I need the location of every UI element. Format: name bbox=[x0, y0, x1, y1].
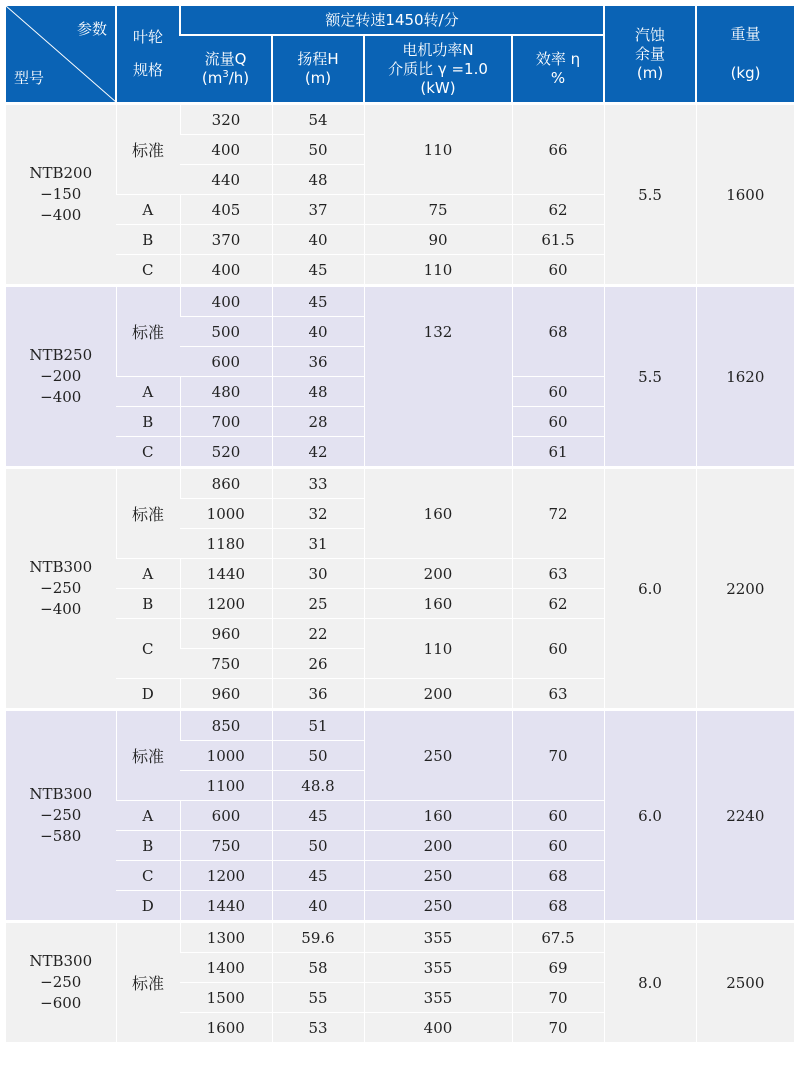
table-header bbox=[6, 6, 794, 104]
head-cell: 30 bbox=[272, 559, 364, 589]
head-cell: 40 bbox=[272, 317, 364, 347]
npsh-cell: 5.5 bbox=[604, 104, 696, 286]
header-flow-line2: $(m^3/h)$ bbox=[201, 69, 250, 88]
header-rated-speed: 额定转速1450转/分 bbox=[180, 6, 604, 35]
npsh-cell: 6.0 bbox=[604, 710, 696, 922]
power-cell: 160 bbox=[364, 801, 512, 831]
power-cell: 200 bbox=[364, 831, 512, 861]
flow-cell: 1000 bbox=[180, 499, 272, 529]
flow-cell: 500 bbox=[180, 317, 272, 347]
efficiency-cell: 70 bbox=[512, 1013, 604, 1043]
head-cell: 36 bbox=[272, 347, 364, 377]
flow-cell: 1180 bbox=[180, 529, 272, 559]
efficiency-cell: 60 bbox=[512, 407, 604, 437]
head-cell: 48 bbox=[272, 377, 364, 407]
flow-cell: 400 bbox=[180, 286, 272, 317]
npsh-cell: 6.0 bbox=[604, 468, 696, 710]
head-cell: 37 bbox=[272, 195, 364, 225]
weight-cell: 1620 bbox=[696, 286, 794, 468]
flow-cell: 520 bbox=[180, 437, 272, 468]
flow-cell: 320 bbox=[180, 104, 272, 135]
flow-cell: 750 bbox=[180, 649, 272, 679]
flow-cell: 1440 bbox=[180, 891, 272, 922]
flow-cell: 440 bbox=[180, 165, 272, 195]
impeller-cell: 标准 bbox=[116, 710, 180, 801]
head-cell: 51 bbox=[272, 710, 364, 741]
header-power-line1: 电机功率N bbox=[402, 40, 474, 59]
head-cell: 45 bbox=[272, 861, 364, 891]
npsh-cell: 5.5 bbox=[604, 286, 696, 468]
power-cell: 400 bbox=[364, 1013, 512, 1043]
impeller-cell: C bbox=[116, 437, 180, 468]
table-row bbox=[6, 468, 794, 499]
model-group-ntb300-250-580 bbox=[6, 710, 794, 922]
efficiency-cell: 60 bbox=[512, 831, 604, 861]
impeller-cell: C bbox=[116, 861, 180, 891]
head-cell: 26 bbox=[272, 649, 364, 679]
flow-cell: 1200 bbox=[180, 589, 272, 619]
flow-cell: 960 bbox=[180, 619, 272, 649]
head-cell: 28 bbox=[272, 407, 364, 437]
weight-cell: 2200 bbox=[696, 468, 794, 710]
model-cell: NTB250 −200 −400 bbox=[6, 286, 116, 468]
table-row bbox=[6, 922, 794, 953]
flow-cell: 480 bbox=[180, 377, 272, 407]
header-impeller bbox=[116, 6, 180, 104]
flow-cell: 1200 bbox=[180, 861, 272, 891]
head-cell: 48 bbox=[272, 165, 364, 195]
head-cell: 59.6 bbox=[272, 922, 364, 953]
power-cell: 110 bbox=[364, 104, 512, 195]
efficiency-cell: 70 bbox=[512, 710, 604, 801]
efficiency-cell: 66 bbox=[512, 104, 604, 195]
power-cell: 355 bbox=[364, 953, 512, 983]
efficiency-cell: 60 bbox=[512, 801, 604, 831]
flow-cell: 1000 bbox=[180, 741, 272, 771]
head-cell: 22 bbox=[272, 619, 364, 649]
model-group-ntb250-200-400 bbox=[6, 286, 794, 468]
flow-cell: 1100 bbox=[180, 771, 272, 801]
flow-cell: 1300 bbox=[180, 922, 272, 953]
table-row bbox=[6, 710, 794, 741]
head-cell: 42 bbox=[272, 437, 364, 468]
head-cell: 25 bbox=[272, 589, 364, 619]
head-cell: 45 bbox=[272, 255, 364, 286]
impeller-cell: B bbox=[116, 407, 180, 437]
impeller-cell: D bbox=[116, 679, 180, 710]
efficiency-cell: 68 bbox=[512, 286, 604, 377]
efficiency-cell: 61 bbox=[512, 437, 604, 468]
flow-cell: 1600 bbox=[180, 1013, 272, 1043]
efficiency-cell: 63 bbox=[512, 559, 604, 589]
flow-cell: 405 bbox=[180, 195, 272, 225]
head-cell: 36 bbox=[272, 679, 364, 710]
power-cell: 90 bbox=[364, 225, 512, 255]
table-row bbox=[6, 104, 794, 135]
flow-cell: 960 bbox=[180, 679, 272, 710]
impeller-cell: A bbox=[116, 801, 180, 831]
head-cell: 50 bbox=[272, 831, 364, 861]
power-cell: 250 bbox=[364, 710, 512, 801]
npsh-cell: 8.0 bbox=[604, 922, 696, 1043]
model-cell: NTB300 −250 −600 bbox=[6, 922, 116, 1043]
pump-spec-table bbox=[6, 6, 794, 1043]
impeller-cell: B bbox=[116, 225, 180, 255]
head-cell: 40 bbox=[272, 225, 364, 255]
impeller-cell: A bbox=[116, 377, 180, 407]
efficiency-cell: 61.5 bbox=[512, 225, 604, 255]
impeller-cell: A bbox=[116, 195, 180, 225]
model-cell: NTB300 −250 −580 bbox=[6, 710, 116, 922]
impeller-cell: D bbox=[116, 891, 180, 922]
head-cell: 55 bbox=[272, 983, 364, 1013]
efficiency-cell: 68 bbox=[512, 891, 604, 922]
impeller-cell: B bbox=[116, 589, 180, 619]
efficiency-cell: 62 bbox=[512, 589, 604, 619]
flow-cell: 400 bbox=[180, 135, 272, 165]
impeller-cell: B bbox=[116, 831, 180, 861]
efficiency-cell: 69 bbox=[512, 953, 604, 983]
efficiency-cell: 70 bbox=[512, 983, 604, 1013]
weight-cell: 2500 bbox=[696, 922, 794, 1043]
efficiency-cell: 62 bbox=[512, 195, 604, 225]
header-weight bbox=[696, 6, 794, 104]
header-impeller-line1: 叶轮 bbox=[132, 28, 163, 46]
head-cell: 54 bbox=[272, 104, 364, 135]
header-npsh bbox=[604, 6, 696, 104]
head-cell: 31 bbox=[272, 529, 364, 559]
header-npsh-line1: 汽蚀 bbox=[635, 25, 666, 44]
model-group-ntb300-250-400 bbox=[6, 468, 794, 710]
header-efficiency bbox=[512, 35, 604, 103]
header-npsh-line3: (m) bbox=[636, 63, 664, 82]
impeller-cell: C bbox=[116, 255, 180, 286]
header-power-line3: (kW) bbox=[420, 78, 456, 97]
head-cell: 50 bbox=[272, 135, 364, 165]
power-cell: 160 bbox=[364, 589, 512, 619]
header-power bbox=[364, 35, 512, 103]
efficiency-cell: 68 bbox=[512, 861, 604, 891]
header-efficiency-line1: 效率 η bbox=[535, 50, 581, 69]
efficiency-cell: 67.5 bbox=[512, 922, 604, 953]
power-cell: 200 bbox=[364, 559, 512, 589]
model-cell: NTB200 −150 −400 bbox=[6, 104, 116, 286]
header-power-line2: 介质比 γ =1.0 bbox=[388, 59, 488, 78]
head-cell: 58 bbox=[272, 953, 364, 983]
head-cell: 53 bbox=[272, 1013, 364, 1043]
power-cell: 110 bbox=[364, 619, 512, 679]
efficiency-cell: 72 bbox=[512, 468, 604, 559]
impeller-cell: A bbox=[116, 559, 180, 589]
flow-cell: 1400 bbox=[180, 953, 272, 983]
head-cell: 48.8 bbox=[272, 771, 364, 801]
model-group-ntb300-250-600 bbox=[6, 922, 794, 1043]
power-cell: 132 bbox=[364, 286, 512, 468]
header-head-line1: 扬程H bbox=[297, 50, 339, 69]
impeller-cell: 标准 bbox=[116, 922, 180, 1043]
flow-cell: 370 bbox=[180, 225, 272, 255]
head-cell: 40 bbox=[272, 891, 364, 922]
header-impeller-line2: 规格 bbox=[132, 61, 163, 79]
head-cell: 32 bbox=[272, 499, 364, 529]
flow-cell: 700 bbox=[180, 407, 272, 437]
header-weight-line1: 重量 bbox=[730, 25, 761, 43]
impeller-cell: 标准 bbox=[116, 286, 180, 377]
flow-cell: 600 bbox=[180, 347, 272, 377]
power-cell: 160 bbox=[364, 468, 512, 559]
header-npsh-line2: 余量 bbox=[635, 44, 666, 63]
flow-cell: 750 bbox=[180, 831, 272, 861]
power-cell: 250 bbox=[364, 891, 512, 922]
weight-cell: 2240 bbox=[696, 710, 794, 922]
head-cell: 50 bbox=[272, 741, 364, 771]
power-cell: 200 bbox=[364, 679, 512, 710]
impeller-cell: 标准 bbox=[116, 104, 180, 195]
header-model-label: 型号 bbox=[14, 69, 45, 87]
flow-cell: 1440 bbox=[180, 559, 272, 589]
flow-cell: 1500 bbox=[180, 983, 272, 1013]
efficiency-cell: 60 bbox=[512, 255, 604, 286]
efficiency-cell: 63 bbox=[512, 679, 604, 710]
power-cell: 250 bbox=[364, 861, 512, 891]
header-weight-line2: (kg) bbox=[730, 64, 761, 82]
flow-cell: 600 bbox=[180, 801, 272, 831]
power-cell: 355 bbox=[364, 983, 512, 1013]
flow-cell: 400 bbox=[180, 255, 272, 286]
impeller-cell: C bbox=[116, 619, 180, 679]
header-flow bbox=[180, 35, 272, 103]
header-flow-line1: 流量Q bbox=[204, 50, 247, 69]
header-efficiency-line2: % bbox=[550, 69, 566, 88]
head-cell: 45 bbox=[272, 286, 364, 317]
model-cell: NTB300 −250 −400 bbox=[6, 468, 116, 710]
impeller-cell: 标准 bbox=[116, 468, 180, 559]
flow-cell: 860 bbox=[180, 468, 272, 499]
power-cell: 355 bbox=[364, 922, 512, 953]
power-cell: 110 bbox=[364, 255, 512, 286]
header-head bbox=[272, 35, 364, 103]
efficiency-cell: 60 bbox=[512, 619, 604, 679]
efficiency-cell: 60 bbox=[512, 377, 604, 407]
header-corner-cell bbox=[6, 6, 116, 104]
head-cell: 45 bbox=[272, 801, 364, 831]
model-group-ntb200-150-400 bbox=[6, 104, 794, 286]
table-row bbox=[6, 286, 794, 317]
header-param-label: 参数 bbox=[76, 20, 107, 38]
power-cell: 75 bbox=[364, 195, 512, 225]
head-cell: 33 bbox=[272, 468, 364, 499]
header-head-line2: (m) bbox=[304, 69, 332, 88]
flow-cell: 850 bbox=[180, 710, 272, 741]
weight-cell: 1600 bbox=[696, 104, 794, 286]
